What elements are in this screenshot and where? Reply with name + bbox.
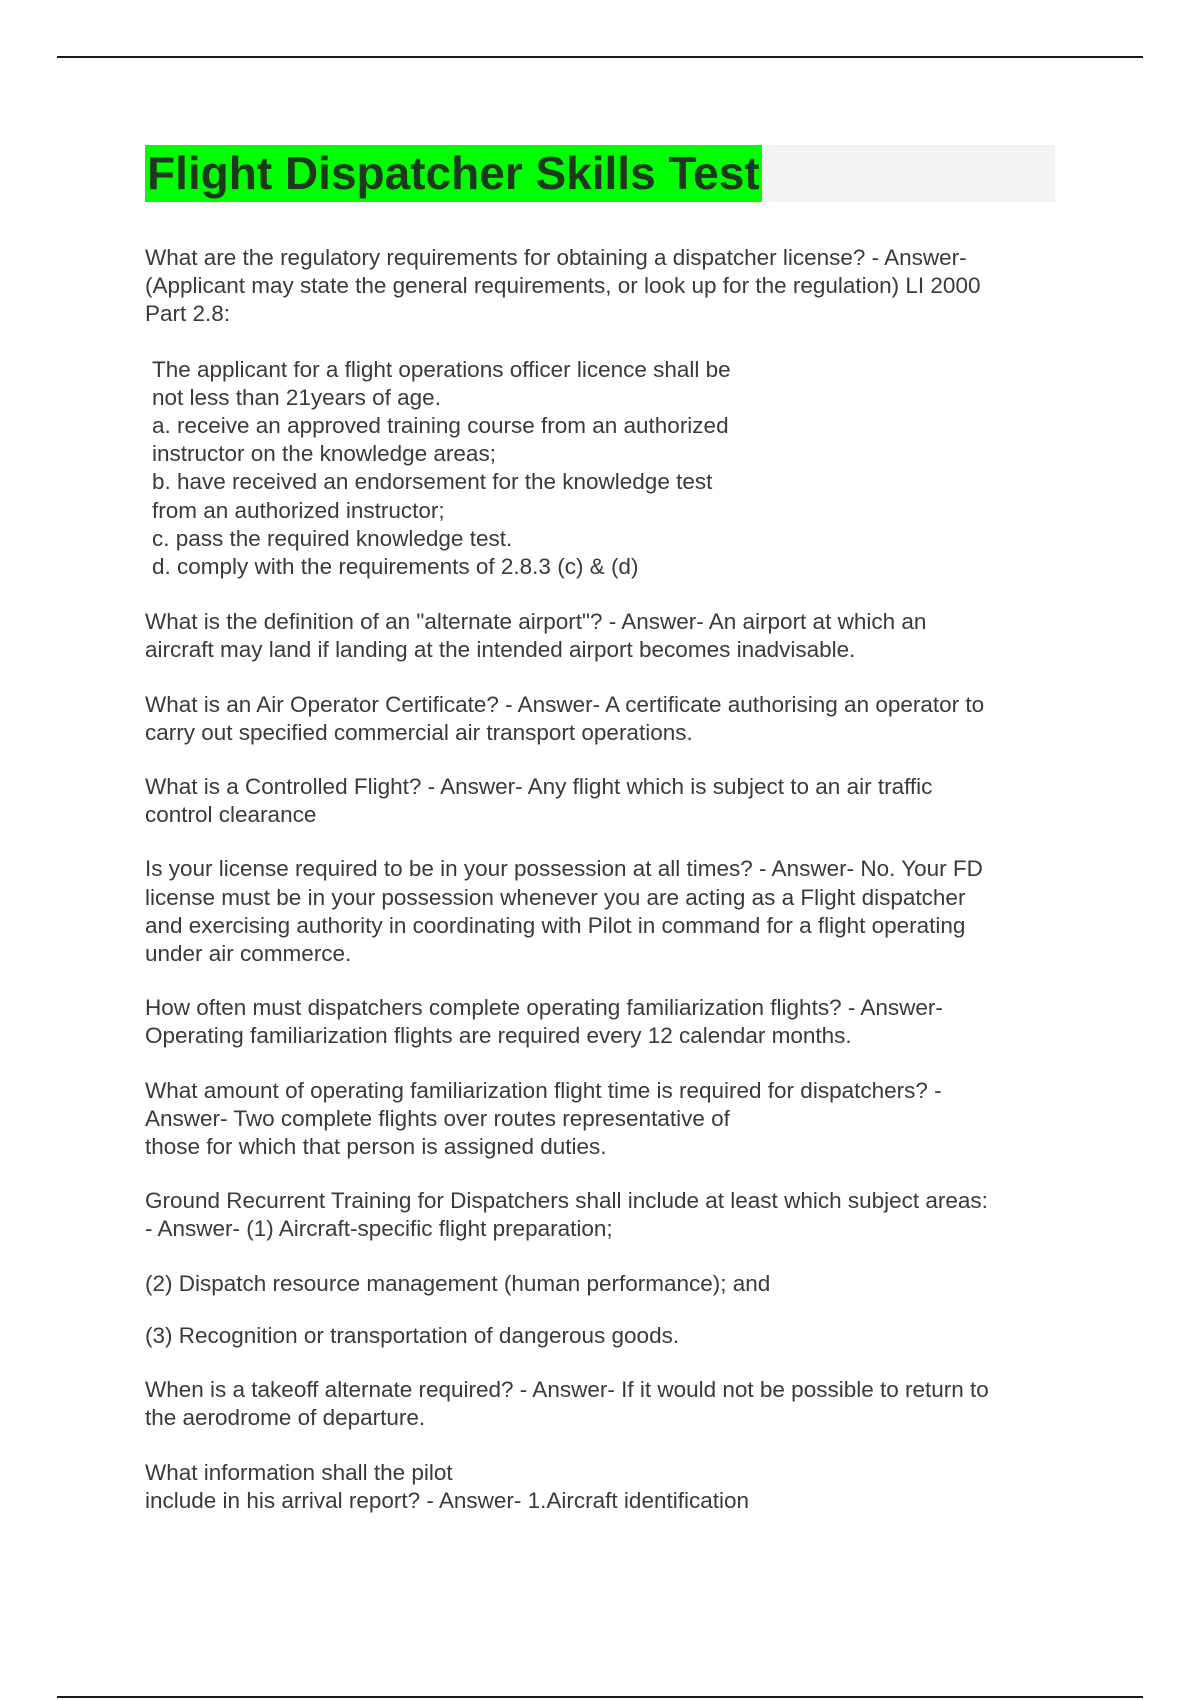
qa-paragraph-arrival-report: What information shall the pilot include in his arrival report? - Answer- 1.Aircraft identification bbox=[145, 1459, 750, 1513]
requirements-list: The applicant for a flight operations officer licence shall be not less than 21years of age. a. receive an approved training course from an authorized instructor on the knowledge areas; b. have received an endorsement for the knowledge test from an authorized instructor; c. pass the required knowledge test. d. comply with the requirements of 2.8.3 (c) & (d) bbox=[152, 356, 731, 580]
qa-paragraph-familiarization-frequency: How often must dispatchers complete operating familiarization flights? - Answer- Operating familiarization flights are required every 12 calendar months. bbox=[145, 995, 943, 1049]
bottom-rule bbox=[57, 1696, 1143, 1698]
recurrent-training-item-2: (2) Dispatch resource management (human performance); and bbox=[145, 1270, 771, 1296]
recurrent-training-item-3: (3) Recognition or transportation of dangerous goods. bbox=[145, 1322, 680, 1348]
qa-paragraph-license-requirements: What are the regulatory requirements for obtaining a dispatcher license? - Answer- (Applicant may state the general requirements, or look up for the regulation) LI 2000 Part 2.8: bbox=[145, 245, 981, 327]
qa-paragraph-controlled-flight: What is a Controlled Flight? - Answer- Any flight which is subject to an air traffic control clearance bbox=[145, 774, 933, 828]
document-body bbox=[145, 244, 1065, 1515]
qa-paragraph-recurrent-training: Ground Recurrent Training for Dispatchers shall include at least which subject areas: - Answer- (1) Aircraft-specific flight preparation; bbox=[145, 1188, 988, 1242]
qa-paragraph-license-possession: Is your license required to be in your possession at all times? - Answer- No. Your FD license must be in your possession whenever you are acting as a Flight dispatcher and exercising authority in coordinating with Pilot in command for a flight operating under air commerce. bbox=[145, 856, 983, 967]
top-rule bbox=[57, 56, 1143, 58]
qa-paragraph-takeoff-alternate: When is a takeoff alternate required? - Answer- If it would not be possible to return to the aerodrome of departure. bbox=[145, 1377, 989, 1431]
document-title: Flight Dispatcher Skills Test bbox=[145, 145, 762, 202]
qa-paragraph-familiarization-time: What amount of operating familiarization flight time is required for dispatchers? - Answer- Two complete flights over routes representative of those for which that person is assigned duties. bbox=[145, 1077, 942, 1160]
qa-paragraph-alternate-airport: What is the definition of an "alternate airport"? - Answer- An airport at which an aircraft may land if landing at the intended airport becomes inadvisable. bbox=[145, 609, 927, 663]
qa-paragraph-air-operator-certificate: What is an Air Operator Certificate? - Answer- A certificate authorising an operator to carry out specified commercial air transport operations. bbox=[145, 691, 985, 745]
